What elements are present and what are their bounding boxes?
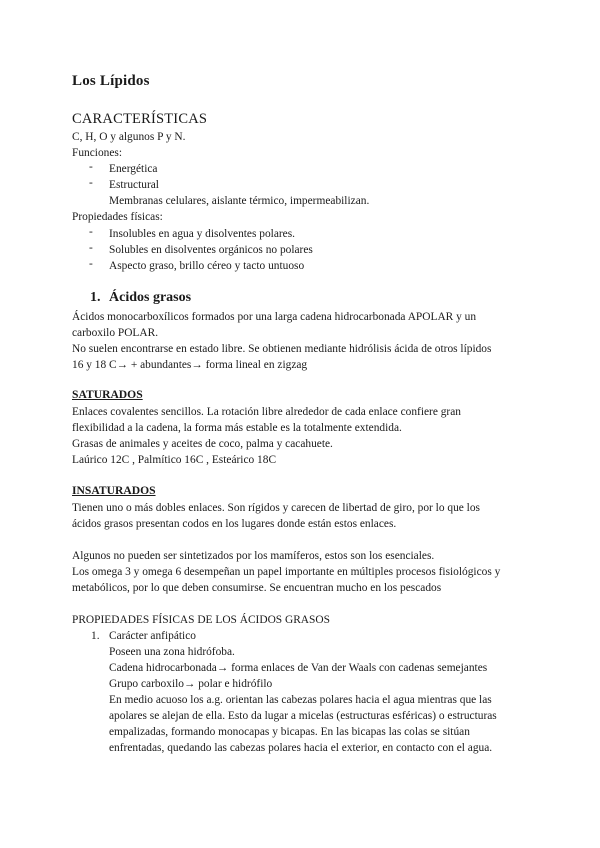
acidos-number: 1. xyxy=(90,290,101,305)
bullet-dash: - xyxy=(89,226,93,238)
bullet-dash: - xyxy=(89,242,93,254)
saturados-line: flexibilidad a la cadena, la forma más estable es la totalmente extendida. xyxy=(72,422,402,434)
propiedades-label: Propiedades físicas: xyxy=(72,211,163,223)
insaturados-line: Tienen uno o más dobles enlaces. Son rígidos y carecen de libertad de giro, por lo que los xyxy=(72,502,480,514)
funcion-item: Energética xyxy=(109,163,158,175)
insaturados-line: ácidos grasos presentan codos en los lugares donde están estos enlaces. xyxy=(72,518,397,530)
funciones-label: Funciones: xyxy=(72,147,122,159)
acidos-line: 16 y 18 C→ + abundantes→ forma lineal en zigzag xyxy=(72,359,308,371)
propiedad-item: Solubles en disolventes orgánicos no polares xyxy=(109,244,313,256)
caracteristicas-heading: CARACTERÍSTICAS xyxy=(72,111,208,127)
propiedades-line: Poseen una zona hidrófoba. xyxy=(109,646,235,658)
item-number: 1. xyxy=(91,630,100,642)
propiedades-line: Cadena hidrocarbonada→ forma enlaces de Van der Waals con cadenas semejantes xyxy=(109,662,488,674)
propiedades-line: empalizadas, formando monocapas y bicapas. En las bicapas las colas se sitúan xyxy=(109,726,470,738)
estructural-detail: Membranas celulares, aislante térmico, impermeabilizan. xyxy=(109,195,370,207)
propiedad-item: Insolubles en agua y disolventes polares. xyxy=(109,228,296,240)
propiedades-line: enfrentadas, quedando las cabezas polares hacia el exterior, en contacto con el agua. xyxy=(109,742,493,754)
propiedades-line: Grupo carboxilo→ polar e hidrófilo xyxy=(109,678,273,690)
bullet-dash: - xyxy=(89,161,93,173)
composition-text: C, H, O y algunos P y N. xyxy=(72,131,186,143)
acidos-heading: Ácidos grasos xyxy=(109,290,192,305)
acidos-line: Ácidos monocarboxílicos formados por una larga cadena hidrocarbonada APOLAR y un xyxy=(72,311,477,323)
bullet-dash: - xyxy=(89,258,93,270)
propiedades-line: En medio acuoso los a.g. orientan las cabezas polares hacia el agua mientras que las xyxy=(109,694,492,706)
propiedades-line: apolares se alejan de ella. Esto da lugar a micelas (estructuras esféricas) o estructuras xyxy=(109,710,497,722)
saturados-line: Grasas de animales y aceites de coco, palma y cacahuete. xyxy=(72,438,333,450)
document-title: Los Lípidos xyxy=(72,73,150,89)
insaturados-line: Algunos no pueden ser sintetizados por los mamíferos, estos son los esenciales. xyxy=(72,550,435,562)
saturados-line: Enlaces covalentes sencillos. La rotación libre alrededor de cada enlace confiere gran xyxy=(72,406,461,418)
insaturados-heading: INSATURADOS xyxy=(72,484,156,497)
saturados-line: Laúrico 12C , Palmítico 16C , Esteárico 18C xyxy=(72,454,277,466)
acidos-line: No suelen encontrarse en estado libre. Se obtienen mediante hidrólisis ácida de otros lípidos xyxy=(72,343,492,355)
propiedad-item: Aspecto graso, brillo céreo y tacto untuoso xyxy=(109,260,305,272)
saturados-heading: SATURADOS xyxy=(72,388,143,401)
bullet-dash: - xyxy=(89,177,93,189)
insaturados-line: metabólicos, por lo que deben consumirse. Se encuentran mucho en los pescados xyxy=(72,582,442,594)
item-label: Carácter anfipático xyxy=(109,630,196,642)
funcion-item: Estructural xyxy=(109,179,159,191)
acidos-line: carboxilo POLAR. xyxy=(72,327,159,339)
insaturados-line: Los omega 3 y omega 6 desempeñan un papel importante en múltiples procesos fisiológicos y xyxy=(72,566,501,578)
propiedades-acidos-heading: PROPIEDADES FÍSICAS DE LOS ÁCIDOS GRASOS xyxy=(72,614,330,626)
